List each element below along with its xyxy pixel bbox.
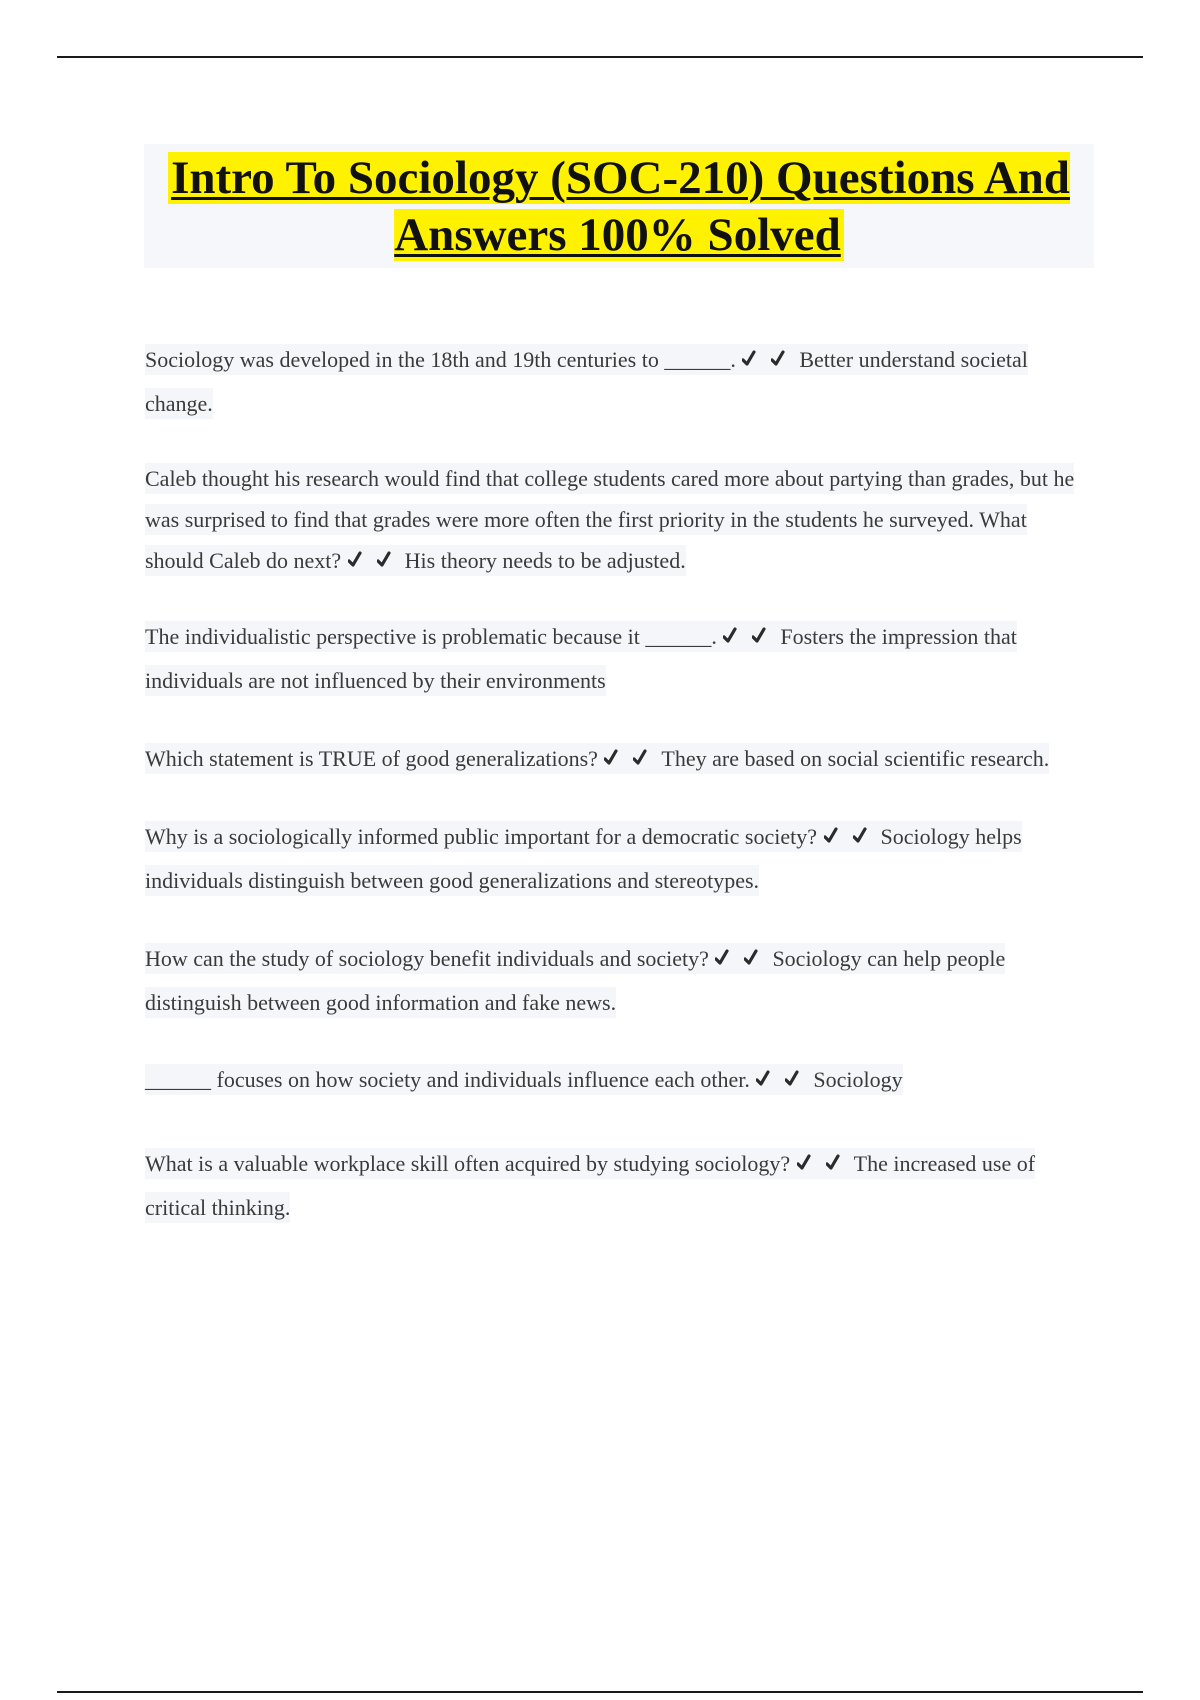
answer-text: His theory needs to be adjusted. [404,548,686,573]
qa-item [145,737,1075,781]
page-title: Intro To Sociology (SOC-210) Questions And Answers 100% Solved [144,150,1094,264]
question-text: The individualistic perspective is problematic because it ______. [145,624,717,649]
answer-text: The increased use of critical thinking. [145,1151,1036,1220]
answer-text: Fosters the impression that individuals are not influenced by their environments [145,624,1017,693]
double-check-icon [826,1152,853,1174]
double-check-icon [752,625,779,647]
answer-text: They are based on social scientific research. [661,746,1050,771]
double-check-icon [744,947,771,969]
qa-list [145,338,1075,1230]
double-check-icon [633,747,660,769]
answer-text: Sociology [813,1067,903,1092]
question-text: Sociology was developed in the 18th and 19th centuries to ______. [145,347,736,372]
answer-text: Sociology can help people distinguish between good information and fake news. [145,946,1006,1015]
top-rule [57,56,1143,58]
double-check-icon [742,348,769,370]
double-check-icon [348,549,375,571]
question-text: Caleb thought his research would find that college students cared more about partying than grades, but he was surprised to find that grades were more often the first priority in the students he surveyed. What should Caleb do next? [145,466,1075,573]
bottom-rule [57,1691,1143,1693]
title-block [144,144,1094,268]
double-check-icon [377,549,404,571]
double-check-icon [756,1068,783,1090]
question-text: How can the study of sociology benefit individuals and society? [145,946,709,971]
double-check-icon [824,825,851,847]
double-check-icon [771,348,798,370]
qa-item [145,458,1075,581]
qa-item [145,615,1075,703]
double-check-icon [715,947,742,969]
double-check-icon [785,1068,812,1090]
double-check-icon [853,825,880,847]
question-text: Which statement is TRUE of good generalizations? [145,746,598,771]
double-check-icon [723,625,750,647]
question-text: What is a valuable workplace skill often acquired by studying sociology? [145,1151,791,1176]
question-text: Why is a sociologically informed public important for a democratic society? [145,824,818,849]
qa-item [145,937,1075,1025]
double-check-icon [604,747,631,769]
qa-item [145,1142,1075,1230]
question-text: ______ focuses on how society and individuals influence each other. [145,1067,750,1092]
answer-text: Better understand societal change. [145,347,1028,416]
answer-text: Sociology helps individuals distinguish between good generalizations and stereotypes. [145,824,1022,893]
qa-item [145,815,1075,903]
qa-item [145,1058,1075,1102]
qa-item [145,338,1075,426]
double-check-icon [797,1152,824,1174]
